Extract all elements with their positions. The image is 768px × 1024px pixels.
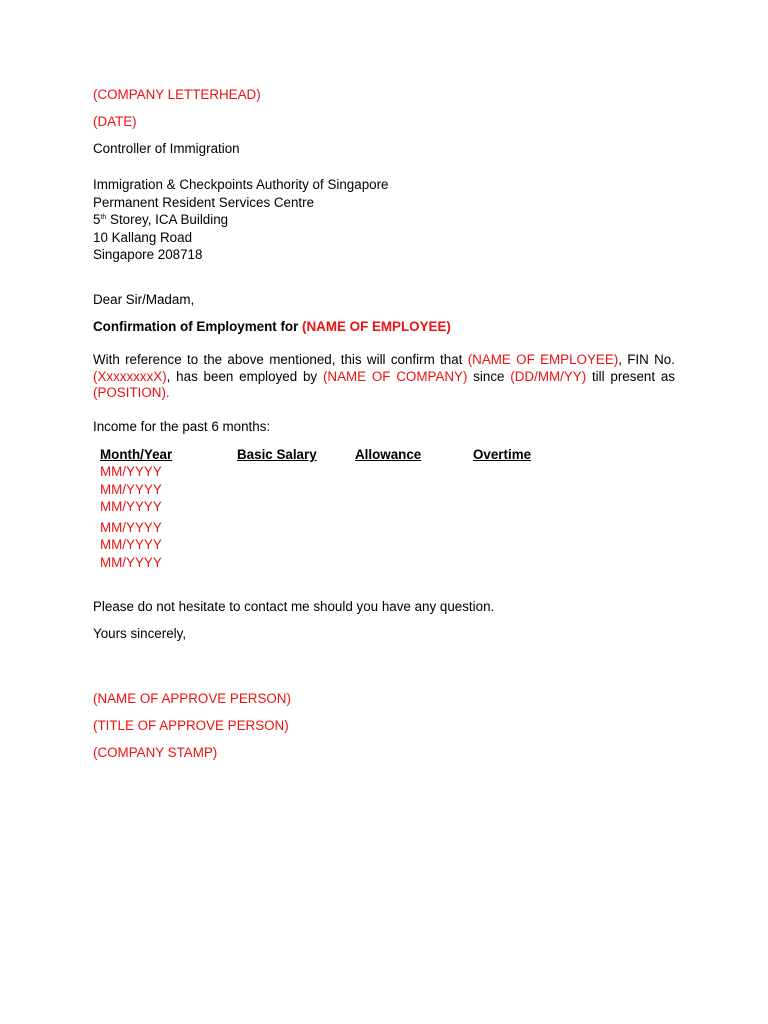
subject-employee-placeholder: (NAME OF EMPLOYEE) <box>302 319 451 334</box>
recipient-title: Controller of Immigration <box>93 141 240 156</box>
body-text: , has been employed by <box>166 368 323 384</box>
fin-placeholder: (XxxxxxxxX) <box>93 368 167 384</box>
header-overtime: Overtime <box>473 447 532 462</box>
subject-line <box>93 319 451 335</box>
body-text: since <box>467 368 511 384</box>
confirmation-paragraph <box>93 352 675 402</box>
recipient-storey <box>93 212 228 228</box>
sign-off: Yours sincerely, <box>93 626 187 641</box>
letter-date: (DATE) <box>93 114 137 129</box>
month-year-row: MM/YYYY <box>100 519 162 535</box>
income-intro: Income for the past 6 months: <box>93 419 271 434</box>
recipient-org: Immigration & Checkpoints Authority of Singapore <box>93 177 389 192</box>
body-text: , FIN No. <box>618 352 675 367</box>
body-text: With reference to the above mentioned, this will confirm that <box>93 352 468 367</box>
header-basic-salary: Basic Salary <box>237 447 317 462</box>
storey-number: 5 <box>93 212 101 227</box>
recipient-street: 10 Kallang Road <box>93 229 193 245</box>
recipient-city: Singapore 208718 <box>93 247 203 262</box>
body-text: till present as <box>586 368 676 384</box>
closing-line: Please do not hesitate to contact me should you have any question. <box>93 599 495 614</box>
month-year-row: MM/YYYY <box>100 537 162 552</box>
month-year-row: MM/YYYY <box>100 464 162 479</box>
approver-title-placeholder: (TITLE OF APPROVE PERSON) <box>93 718 289 733</box>
storey-ordinal: th <box>100 214 107 221</box>
header-allowance: Allowance <box>355 447 422 462</box>
approver-name-placeholder: (NAME OF APPROVE PERSON) <box>93 691 291 706</box>
storey-building: Storey, ICA Building <box>106 212 229 227</box>
company-letterhead: (COMPANY LETTERHEAD) <box>93 87 261 102</box>
company-name-placeholder: (NAME OF COMPANY) <box>322 368 468 384</box>
header-month-year: Month/Year <box>100 447 173 462</box>
salutation: Dear Sir/Madam, <box>93 292 195 307</box>
month-year-row: MM/YYYY <box>100 499 162 514</box>
position-placeholder: (POSITION). <box>93 385 170 401</box>
recipient-centre: Permanent Resident Services Centre <box>93 194 315 210</box>
month-year-row: MM/YYYY <box>100 482 162 497</box>
month-year-row: MM/YYYY <box>100 555 162 570</box>
employee-name-placeholder: (NAME OF EMPLOYEE) <box>467 352 619 367</box>
start-date-placeholder: (DD/MM/YY) <box>510 368 587 384</box>
company-stamp-placeholder: (COMPANY STAMP) <box>93 745 218 760</box>
subject-label: Confirmation of Employment for <box>93 319 303 334</box>
